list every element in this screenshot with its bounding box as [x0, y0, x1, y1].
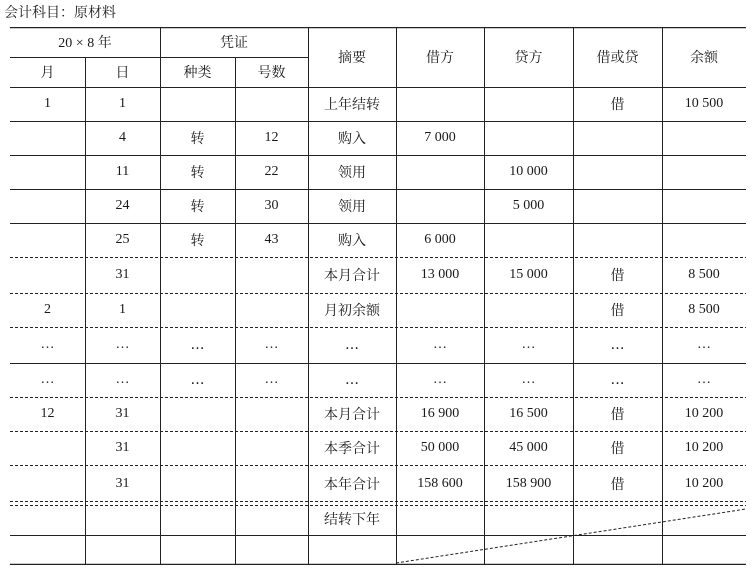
cell-debit: 7 000	[424, 130, 456, 145]
cell-balance: 8 500	[688, 267, 720, 282]
cell-day: 4	[119, 130, 126, 145]
cell-credit	[484, 121, 573, 155]
cell-credit: 45 000	[509, 440, 548, 455]
cell-credit: …	[521, 372, 536, 387]
header-credit: 贷方	[514, 50, 543, 66]
cell-balance	[662, 189, 746, 223]
cell-summary: 购入	[338, 233, 366, 249]
cell-day: 31	[115, 267, 130, 282]
cell-balance	[662, 503, 746, 535]
cell-credit	[484, 87, 573, 121]
cell-day: 24	[115, 198, 130, 213]
cell-credit: 10 000	[509, 164, 548, 179]
cell-day: 25	[115, 232, 130, 247]
cell-debit-or-credit	[573, 503, 662, 535]
cell-credit: 5 000	[512, 198, 545, 213]
cell-voucher-number	[235, 87, 308, 121]
cell-voucher-type	[160, 397, 235, 431]
cell-day: …	[115, 372, 130, 387]
cell-debit-or-credit: …	[610, 337, 625, 353]
header-voucher-type: 种类	[183, 65, 212, 81]
cell-debit: 13 000	[420, 267, 460, 282]
cell-debit: 6 000	[424, 232, 456, 247]
cell-voucher-type	[160, 431, 235, 465]
cell-debit-or-credit	[573, 155, 662, 189]
cell-voucher-type: 转	[190, 233, 205, 249]
cell-voucher-type	[160, 503, 235, 535]
cell-debit-or-credit: 借	[610, 441, 625, 457]
cell-summary: …	[345, 372, 359, 388]
cell-voucher-type: …	[190, 337, 205, 353]
cell-voucher-number	[235, 431, 308, 465]
cell-credit: 158 900	[505, 476, 552, 491]
cell-balance: …	[697, 337, 711, 352]
cell-voucher-number	[235, 397, 308, 431]
cell-debit: 16 900	[420, 406, 460, 421]
cell-debit: …	[433, 372, 447, 387]
cell-summary: 本季合计	[324, 441, 380, 457]
cell-credit: 16 500	[509, 406, 548, 421]
cell-voucher-number	[235, 293, 308, 327]
cell-voucher-number	[235, 503, 308, 535]
ledger-table	[10, 27, 746, 565]
cell-voucher-type: 转	[190, 199, 205, 215]
account-title: 会计科目：原材料	[4, 5, 116, 21]
cell-month	[10, 503, 85, 535]
cell-balance: 10 200	[684, 440, 724, 455]
cell-debit-or-credit: 借	[610, 97, 625, 113]
header-summary: 摘要	[338, 50, 366, 66]
cell-balance: 10 200	[684, 406, 724, 421]
cell-debit: 50 000	[420, 440, 460, 455]
header-debit-or-credit: 借或贷	[596, 50, 639, 66]
cell-balance	[662, 121, 746, 155]
cell-debit	[396, 189, 484, 223]
header-month: 月	[40, 65, 55, 81]
cell-day	[85, 503, 160, 535]
header-voucher: 凭证	[220, 35, 248, 51]
cell-day: 1	[119, 302, 126, 317]
cell-summary: 本月合计	[324, 407, 380, 423]
cell-debit-or-credit: …	[610, 372, 625, 388]
cell-day: 31	[115, 406, 130, 421]
cell-voucher-number: …	[264, 372, 279, 387]
cell-summary: 领用	[338, 165, 366, 181]
cell-month	[10, 257, 85, 293]
cell-balance	[662, 155, 746, 189]
cell-credit	[484, 293, 573, 327]
cell-month	[10, 223, 85, 257]
header-voucher-number: 号数	[257, 65, 286, 81]
cell-voucher-number	[235, 465, 308, 503]
cell-debit	[396, 155, 484, 189]
cell-month: …	[40, 337, 55, 352]
cell-voucher-number: 12	[264, 130, 279, 145]
cell-month	[10, 155, 85, 189]
cell-credit: 15 000	[509, 267, 548, 282]
cell-voucher-number	[235, 257, 308, 293]
cell-month: 12	[40, 406, 55, 421]
cell-debit	[396, 87, 484, 121]
cell-voucher-type: 转	[190, 131, 205, 147]
cell-voucher-type	[160, 465, 235, 503]
cell-voucher-type	[160, 293, 235, 327]
cell-summary: 领用	[338, 199, 366, 215]
cell-voucher-number: …	[264, 337, 279, 352]
cell-voucher-type	[160, 87, 235, 121]
cell-summary: 结转下年	[324, 512, 380, 528]
cell-summary: …	[345, 337, 359, 353]
cell-balance: 8 500	[688, 302, 720, 317]
cell-day: 1	[119, 96, 126, 111]
cell-day: 31	[115, 476, 130, 491]
cell-balance	[662, 223, 746, 257]
cell-summary: 月初余额	[324, 303, 380, 319]
cell-debit	[396, 293, 484, 327]
cell-credit	[484, 223, 573, 257]
cell-credit: …	[521, 337, 536, 352]
cell-summary: 购入	[338, 131, 366, 147]
cell-summary: 本年合计	[324, 477, 380, 493]
cell-debit-or-credit: 借	[610, 407, 625, 423]
cell-month: …	[40, 372, 55, 387]
header-year: 20 × 8 年	[58, 36, 112, 51]
cell-day: 11	[115, 164, 130, 179]
cell-voucher-type: …	[190, 372, 205, 388]
cell-balance: …	[697, 372, 711, 387]
cell-month: 2	[44, 302, 51, 317]
header-balance: 余额	[690, 50, 718, 66]
cell-debit: …	[433, 337, 447, 352]
cell-debit-or-credit: 借	[610, 303, 625, 319]
cell-month	[10, 189, 85, 223]
cell-debit-or-credit	[573, 223, 662, 257]
cell-voucher-type	[160, 257, 235, 293]
cell-day: …	[115, 337, 130, 352]
cell-balance: 10 200	[684, 476, 724, 491]
cell-credit	[484, 503, 573, 535]
cell-debit-or-credit	[573, 121, 662, 155]
cell-debit: 158 600	[417, 476, 463, 491]
cell-month	[10, 465, 85, 503]
cell-balance: 10 500	[684, 96, 724, 111]
cell-voucher-number: 22	[264, 164, 279, 179]
cell-day: 31	[115, 440, 130, 455]
cell-debit-or-credit	[573, 189, 662, 223]
cell-debit	[396, 503, 484, 535]
cell-summary: 上年结转	[324, 97, 380, 113]
cell-voucher-number: 43	[264, 232, 279, 247]
cell-summary: 本月合计	[324, 268, 380, 284]
cell-voucher-number: 30	[264, 198, 279, 213]
cell-voucher-type: 转	[190, 165, 205, 181]
cell-month	[10, 431, 85, 465]
cell-month: 1	[44, 96, 51, 111]
cell-month	[10, 121, 85, 155]
header-day: 日	[115, 65, 130, 81]
header-debit: 借方	[426, 50, 454, 66]
cell-debit-or-credit: 借	[610, 268, 625, 284]
cell-debit-or-credit: 借	[610, 477, 625, 493]
